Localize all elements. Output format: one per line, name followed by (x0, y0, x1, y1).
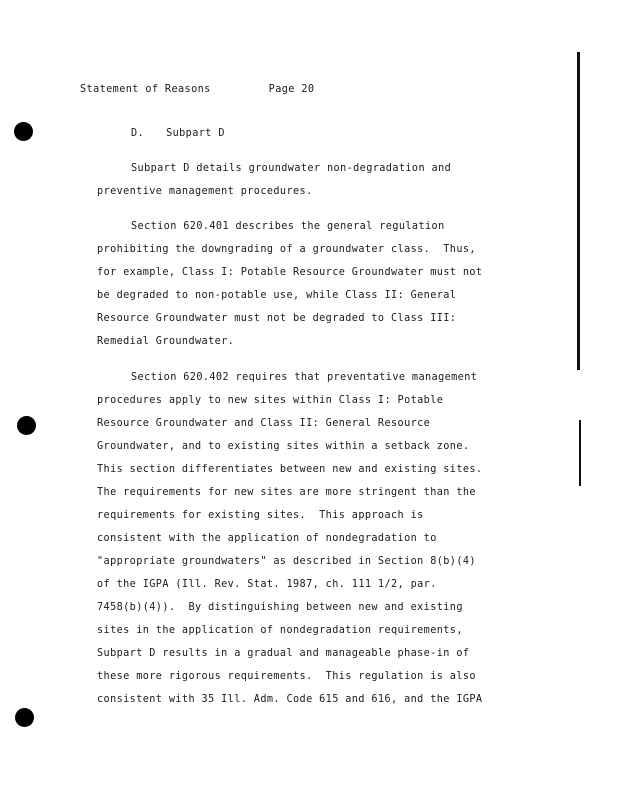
text-line: Subpart D results in a gradual and manageable phase-in of (97, 648, 470, 659)
margin-rule-lower (579, 420, 581, 486)
text-line: Resource Groundwater must not be degraded to Class III: (97, 313, 457, 324)
text-line: Resource Groundwater and Class II: General Resource (97, 418, 431, 429)
text-line: preventive management procedures. (97, 186, 313, 197)
text-line: be degraded to non-potable use, while Class II: General (97, 290, 457, 301)
punch-hole-bottom (15, 708, 34, 727)
text-line: sites in the application of nondegradation requirements, (97, 625, 463, 636)
section-heading (131, 128, 225, 139)
text-line: Groundwater, and to existing sites within a setback zone. (97, 441, 470, 452)
text-line: for example, Class I: Potable Resource Groundwater must not (97, 267, 483, 278)
text-line: Section 620.401 describes the general regulation (131, 221, 445, 232)
paragraph-3 (97, 366, 497, 711)
section-title: Subpart D (166, 128, 225, 139)
text-line: Subpart D details groundwater non-degradation and (131, 163, 452, 174)
text-line: consistent with 35 Ill. Adm. Code 615 and 616, and the IGPA (97, 694, 483, 705)
text-line: requirements for existing sites. This approach is (97, 510, 424, 521)
text-line: of the IGPA (Ill. Rev. Stat. 1987, ch. 111 1/2, par. (97, 579, 437, 590)
page-number: Page 20 (268, 84, 315, 95)
punch-hole-top (14, 122, 33, 141)
text-line: Remedial Groundwater. (97, 336, 235, 347)
text-line: procedures apply to new sites within Class I: Potable (97, 395, 444, 406)
text-line: 7458(b)(4)). By distinguishing between new and existing (97, 602, 463, 613)
text-line: these more rigorous requirements. This regulation is also (97, 671, 476, 682)
text-line: This section differentiates between new and existing sites. (97, 464, 483, 475)
margin-rule-upper (577, 52, 580, 370)
text-line: Section 620.402 requires that preventative management (131, 372, 478, 383)
text-line: "appropriate groundwaters" as described in Section 8(b)(4) (97, 556, 476, 567)
section-number: D. (131, 128, 145, 139)
text-line: prohibiting the downgrading of a groundwater class. Thus, (97, 244, 476, 255)
paragraph-1 (97, 157, 497, 203)
text-line: The requirements for new sites are more stringent than the (97, 487, 476, 498)
page-header (80, 84, 314, 95)
punch-hole-middle (17, 416, 36, 435)
header-title: Statement of Reasons (80, 84, 211, 95)
text-line: consistent with the application of nondegradation to (97, 533, 437, 544)
paragraph-2 (97, 215, 497, 353)
